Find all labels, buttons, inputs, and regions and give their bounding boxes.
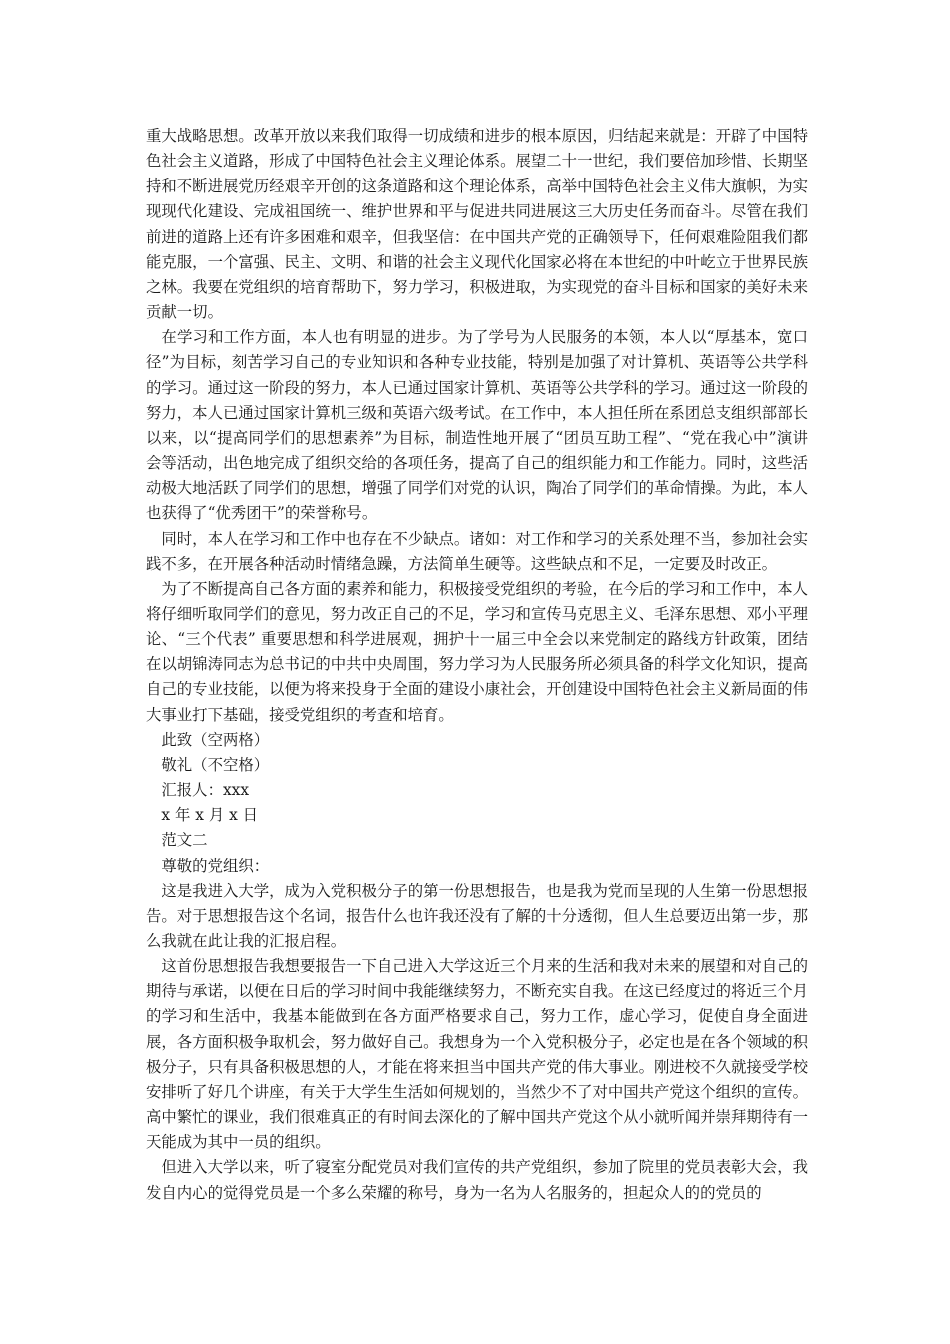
paragraph-shortcomings: 同时，本人在学习和工作中也存在不少缺点。诸如：对工作和学习的关系处理不当，参加社会实践不多，在开展各种活动时情绪急躁，方法简单生硬等。这些缺点和不足，一定要及时改正。 xyxy=(146,529,808,573)
paragraph-future-plan: 为了不断提高自己各方面的素养和能力，积极接受党组织的考验，在今后的学习和工作中，本人将仔细听取同学们的意见，努力改正自己的不足，学习和宣传马克思主义、毛泽东思想、邓小平理论、“三个代表” 重要思想和科学进展观，拥护十一届三中全会以来党制定的路线方针政策，团结在以胡锦涛同志为总书记的中共中央周围，努力学习为人民服务所必须具备的科学文化知识，提高自己的专业技能，以便为将来投身于全面的建设小康社会，开创建设中国特色社会主义新局面的伟大事业打下基础，接受党组织的考查和培育。 xyxy=(146,579,808,724)
paragraph-strategy: 重大战略思想。改革开放以来我们取得一切成绩和进步的根本原因，归结起来就是：开辟了中国特色社会主义道路，形成了中国特色社会主义理论体系。展望二十一世纪，我们要倍加珍惜、长期坚持和不断进展党历经艰辛开创的这条道路和这个理论体系，高举中国特色社会主义伟大旗帜，为实现现代化建设、完成祖国统一、维护世界和平与促进共同进展这三大历史任务而奋斗。尽管在我们前进的道路上还有许多困难和艰辛，但我坚信：在中国共产党的正确领导下，任何艰难险阻我们都能克服，一个富强、民主、文明、和谐的社会主义现代化国家必将在本世纪的中叶屹立于世界民族之林。我要在党组织的培育帮助下，努力学习，积极进取，为实现党的奋斗目标和国家的美好未来贡献一切。 xyxy=(146,127,808,322)
closing-regards: 敬礼（不空格） xyxy=(161,755,270,774)
paragraph-first-report: 这是我进入大学，成为入党积极分子的第一份思想报告，也是我为党而呈现的人生第一份思想报告。对于思想报告这个名词，报告什么也许我还没有了解的十分透彻，但人生总要迈出第一步，那么我就在此让我的汇报启程。 xyxy=(146,881,808,950)
reporter-name: 汇报人：xxx xyxy=(161,781,249,800)
report-date: x 年 x 月 x 日 xyxy=(161,806,259,825)
greeting: 尊敬的党组织： xyxy=(161,856,270,875)
closing-salutation: 此致（空两格） xyxy=(161,730,270,749)
document-page xyxy=(146,124,808,1206)
paragraph-since-college: 但进入大学以来，听了寝室分配党员对我们宣传的共产党组织，参加了院里的党员表彰大会，我发自内心的觉得党员是一个多么荣耀的称号，身为一名为人名服务的，担起众人的的党员的 xyxy=(146,1158,808,1202)
paragraph-study-work: 在学习和工作方面，本人也有明显的进步。为了学号为人民服务的本领，本人以“厚基本，宽口径”为目标，刻苦学习自己的专业知识和各种专业技能，特别是加强了对计算机、英语等公共学科的学习。通过这一阶段的努力，本人已通过国家计算机、英语等公共学科的学习。通过这一阶段的努力，本人已通过国家计算机三级和英语六级考试。在工作中，本人担任所在系团总支组织部部长以来，以“提高同学们的思想素养”为目标，制造性地开展了“团员互助工程”、“党在我心中”演讲会等活动，出色地完成了组织交给的各项任务，提高了自己的组织能力和工作能力。同时，这些活动极大地活跃了同学们的思想，增强了同学们对党的认识，陶冶了同学们的革命情操。为此，本人也获得了“优秀团干”的荣誉称号。 xyxy=(146,328,808,523)
section-heading-example-two: 范文二 xyxy=(161,831,208,850)
paragraph-three-months: 这首份思想报告我想要报告一下自己进入大学这近三个月来的生活和我对未来的展望和对自己的期待与承诺，以便在日后的学习时间中我能继续努力，不断充实自我。在这已经度过的将近三个月的学习和生活中，我基本能做到在各方面严格要求自己，努力工作，虚心学习，促使自身全面进展，各方面积极争取机会，努力做好自己。我想身为一个入党积极分子，必定也是在各个领域的积极分子，只有具备积极思想的人，才能在将来担当中国共产党的伟大事业。刚进校不久就接受学校安排听了好几个讲座，有关于大学生生活如何规划的，当然少不了对中国共产党这个组织的宣传。高中繁忙的课业，我们很难真正的有时间去深化的了解中国共产党这个从小就听闻并崇拜期待有一天能成为其中一员的组织。 xyxy=(146,957,808,1152)
